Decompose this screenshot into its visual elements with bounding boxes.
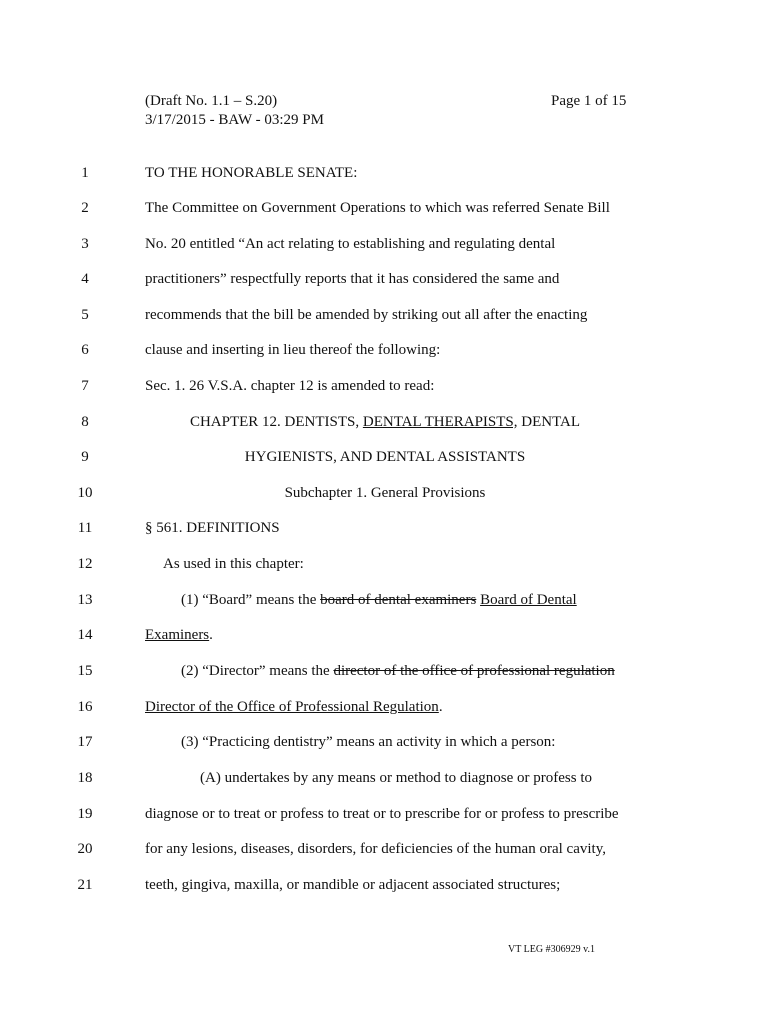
deleted-text: director of the office of professional regulation (333, 663, 615, 679)
line-text: No. 20 entitled “An act relating to establishing and regulating dental (145, 236, 556, 252)
inserted-text: Director of the Office of Professional Regulation (145, 699, 439, 715)
line-number: 16 (77, 699, 93, 715)
document-line (0, 307, 770, 329)
document-line (0, 592, 770, 614)
line-text: recommends that the bill be amended by striking out all after the enacting (145, 307, 588, 323)
inserted-text: Board of Dental (480, 592, 577, 608)
line-text: TO THE HONORABLE SENATE: (145, 165, 358, 181)
line-number: 17 (77, 734, 93, 750)
line-text: clause and inserting in lieu thereof the following: (145, 342, 441, 358)
document-footer: VT LEG #306929 v.1 (508, 944, 595, 955)
document-line (0, 520, 770, 542)
page-number: Page 1 of 15 (551, 93, 627, 109)
line-number: 14 (77, 627, 93, 643)
line-number: 20 (77, 841, 93, 857)
line-text: . (209, 627, 213, 643)
document-line (0, 841, 770, 863)
line-number: 7 (81, 378, 89, 394)
line-text: (3) “Practicing dentistry” means an activity in which a person: (181, 734, 556, 750)
line-text-group (181, 663, 615, 680)
line-number: 21 (77, 877, 93, 893)
line-number: 11 (77, 520, 93, 536)
line-number: 4 (81, 271, 89, 287)
line-number: 8 (81, 414, 89, 430)
line-number: 1 (81, 165, 89, 181)
subchapter-heading: Subchapter 1. General Provisions (284, 485, 486, 501)
line-text: teeth, gingiva, maxilla, or mandible or adjacent associated structures; (145, 877, 561, 893)
line-number: 2 (81, 200, 89, 216)
line-text: As used in this chapter: (163, 556, 304, 572)
chapter-heading-cont: HYGIENISTS, AND DENTAL ASSISTANTS (244, 449, 526, 465)
document-line (0, 556, 770, 578)
document-line (0, 342, 770, 364)
line-number: 13 (77, 592, 93, 608)
line-text-group (145, 699, 443, 716)
line-number: 12 (77, 556, 93, 572)
line-text-group (145, 627, 213, 644)
document-line (0, 877, 770, 899)
line-text: . (438, 699, 443, 715)
line-number: 19 (77, 806, 93, 822)
draft-number: (Draft No. 1.1 – S.20) (145, 93, 278, 109)
document-line (0, 699, 770, 721)
line-text: DENTAL (517, 414, 581, 430)
line-text: (2) “Director” means the (181, 663, 334, 679)
line-text: CHAPTER 12. DENTISTS, (189, 414, 363, 430)
line-text: Sec. 1. 26 V.S.A. chapter 12 is amended to read: (145, 378, 435, 394)
line-number: 10 (77, 485, 93, 501)
document-line (0, 165, 770, 187)
line-text: (A) undertakes by any means or method to diagnose or profess to (200, 770, 592, 786)
draft-date: 3/17/2015 - BAW - 03:29 PM (145, 112, 324, 128)
line-number: 3 (81, 236, 89, 252)
inserted-text: DENTAL THERAPISTS, (362, 414, 518, 430)
document-line (0, 663, 770, 685)
document-line (0, 806, 770, 828)
document-line (0, 734, 770, 756)
line-text: (1) “Board” means the (181, 592, 321, 608)
line-number: 5 (81, 307, 89, 323)
document-line (0, 627, 770, 649)
document-line (0, 378, 770, 400)
document-line (0, 485, 770, 507)
document-line (0, 271, 770, 293)
document-line (0, 770, 770, 792)
line-number: 6 (81, 342, 89, 358)
line-number: 9 (81, 449, 89, 465)
line-text: The Committee on Government Operations to which was referred Senate Bill (145, 200, 610, 216)
line-number: 18 (77, 770, 93, 786)
deleted-text: board of dental examiners (320, 592, 477, 608)
chapter-heading (145, 414, 625, 431)
document-line (0, 414, 770, 436)
document-line (0, 449, 770, 471)
line-text: practitioners” respectfully reports that it has considered the same and (145, 271, 560, 287)
line-number: 15 (77, 663, 93, 679)
line-text: for any lesions, diseases, disorders, for deficiencies of the human oral cavity, (145, 841, 606, 857)
line-text-group (181, 592, 577, 609)
section-heading: § 561. DEFINITIONS (145, 520, 280, 536)
line-text: diagnose or to treat or profess to treat or to prescribe for or profess to prescribe (145, 806, 619, 822)
document-line (0, 236, 770, 258)
document-line (0, 200, 770, 222)
inserted-text: Examiners (145, 627, 210, 643)
